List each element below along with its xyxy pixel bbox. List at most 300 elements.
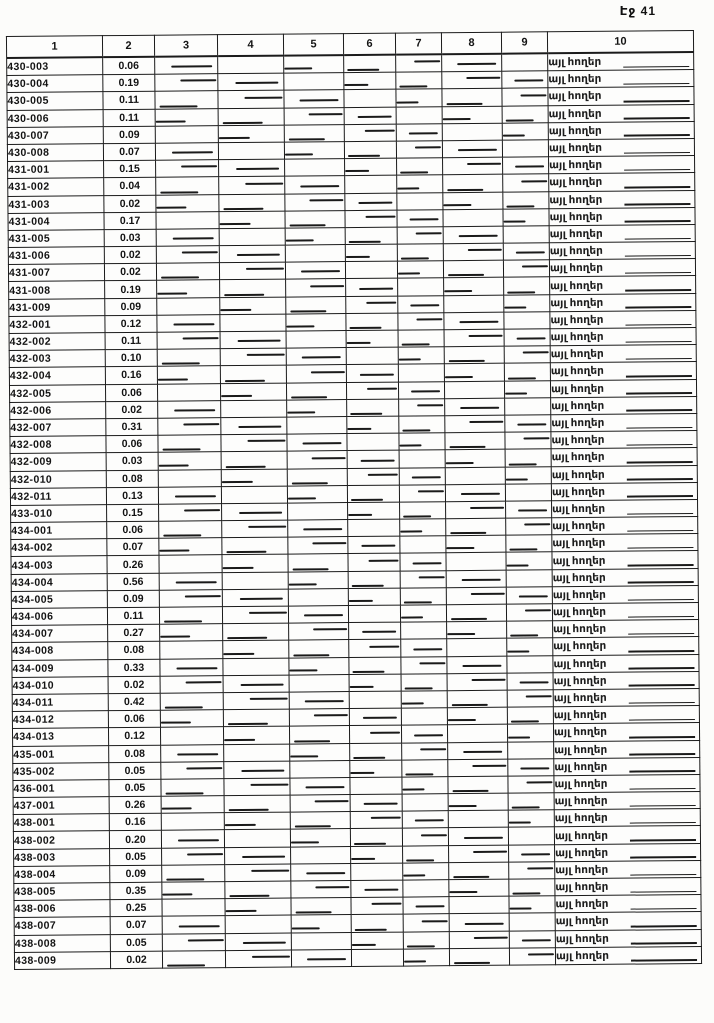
empty-cell [402, 777, 448, 795]
empty-cell [449, 896, 509, 914]
land-type-cell: այլ հողեր [552, 517, 698, 535]
empty-cell [345, 158, 397, 176]
empty-cell [222, 520, 288, 538]
area-value-cell: 0.16 [109, 813, 161, 831]
empty-cell [509, 896, 555, 914]
empty-cell [346, 296, 398, 314]
empty-cell [159, 555, 222, 573]
parcel-code-cell: 434-011 [12, 694, 108, 712]
empty-cell [284, 107, 344, 125]
parcel-code-cell: 438-002 [13, 831, 109, 849]
empty-cell [349, 691, 401, 709]
empty-cell [291, 949, 351, 967]
parcel-code-cell: 436-001 [13, 780, 109, 798]
land-type-cell: այլ հողեր [548, 87, 694, 105]
parcel-code-cell: 432-010 [10, 470, 106, 488]
empty-cell [219, 194, 285, 212]
empty-cell [508, 793, 554, 811]
empty-cell [400, 588, 446, 606]
empty-cell [399, 467, 445, 485]
empty-cell [288, 502, 348, 520]
empty-cell [220, 297, 286, 315]
empty-cell [221, 400, 287, 418]
empty-cell [284, 90, 344, 108]
empty-cell [396, 72, 442, 90]
empty-cell [503, 157, 549, 175]
empty-cell [504, 294, 550, 312]
area-value-cell: 0.20 [109, 831, 161, 849]
empty-cell [287, 451, 347, 469]
land-type-cell: այլ հողեր [550, 328, 696, 346]
empty-cell [350, 829, 402, 847]
empty-cell [507, 621, 553, 639]
land-type-cell: այլ հողեր [550, 362, 696, 380]
empty-cell [449, 879, 509, 897]
parcel-code-cell: 431-003 [8, 195, 104, 213]
empty-cell [225, 933, 291, 951]
empty-cell [442, 106, 502, 124]
empty-cell [401, 673, 447, 691]
empty-cell [286, 365, 346, 383]
land-type-cell: այլ հողեր [552, 534, 698, 552]
empty-cell [160, 624, 223, 642]
column-header: 7 [395, 33, 441, 55]
empty-cell [156, 160, 219, 178]
empty-cell [155, 74, 218, 92]
empty-cell [224, 778, 290, 796]
land-type-cell: այլ հողեր [553, 688, 699, 706]
empty-cell [504, 346, 550, 364]
empty-cell [161, 744, 224, 762]
area-value-cell: 0.05 [110, 848, 162, 866]
empty-cell [443, 192, 503, 210]
empty-cell [508, 810, 554, 828]
empty-cell [443, 157, 503, 175]
empty-cell [403, 845, 449, 863]
empty-cell [502, 53, 548, 71]
area-value-cell: 0.05 [109, 779, 161, 797]
empty-cell [288, 588, 348, 606]
empty-cell [403, 931, 449, 949]
empty-cell [287, 485, 347, 503]
empty-cell [160, 727, 223, 745]
empty-cell [344, 89, 396, 107]
empty-cell [403, 914, 449, 932]
empty-cell [444, 312, 504, 330]
empty-cell [222, 606, 288, 624]
empty-cell [285, 262, 345, 280]
area-value-cell: 0.19 [103, 74, 155, 92]
empty-cell [398, 278, 444, 296]
parcel-code-cell: 434-003 [11, 556, 107, 574]
empty-cell [400, 519, 446, 537]
empty-cell [403, 863, 449, 881]
empty-cell [505, 432, 551, 450]
empty-cell [350, 777, 402, 795]
empty-cell [396, 123, 442, 141]
land-type-cell: այլ հողեր [551, 482, 697, 500]
empty-cell [344, 141, 396, 159]
empty-cell [223, 658, 289, 676]
empty-cell [347, 485, 399, 503]
empty-cell [506, 501, 552, 519]
empty-cell [504, 380, 550, 398]
land-type-cell: այլ հողեր [554, 757, 700, 775]
empty-cell [284, 142, 344, 160]
column-header: 3 [154, 35, 217, 57]
empty-cell [289, 691, 349, 709]
empty-cell [225, 915, 291, 933]
empty-cell [291, 915, 351, 933]
land-type-cell: այլ հողեր [550, 310, 696, 328]
empty-cell [221, 469, 287, 487]
empty-cell [158, 486, 221, 504]
empty-cell [161, 813, 224, 831]
empty-cell [160, 641, 223, 659]
empty-cell [349, 622, 401, 640]
empty-cell [504, 363, 550, 381]
land-type-cell: այլ հողեր [554, 809, 700, 827]
empty-cell [509, 948, 555, 966]
empty-cell [449, 914, 509, 932]
land-type-cell: այլ հողեր [552, 585, 698, 603]
parcel-code-cell: 438-007 [14, 917, 110, 935]
parcel-code-cell: 434-009 [12, 659, 108, 677]
area-value-cell: 0.10 [105, 349, 157, 367]
area-value-cell: 0.05 [110, 934, 162, 952]
empty-cell [158, 469, 221, 487]
parcel-code-cell: 432-005 [9, 384, 105, 402]
land-type-cell: այլ հողեր [549, 190, 695, 208]
empty-cell [284, 55, 344, 73]
empty-cell [505, 449, 551, 467]
land-type-cell: այլ հողեր [549, 173, 695, 191]
empty-cell [448, 810, 508, 828]
parcel-code-cell: 434-001 [11, 522, 107, 540]
parcel-code-cell: 431-005 [8, 230, 104, 248]
parcel-code-cell: 432-011 [10, 487, 106, 505]
empty-cell [286, 382, 346, 400]
parcel-code-cell: 431-008 [9, 281, 105, 299]
empty-cell [156, 246, 219, 264]
empty-cell [447, 707, 507, 725]
area-value-cell: 0.17 [104, 212, 156, 230]
empty-cell [502, 105, 548, 123]
empty-cell [349, 708, 401, 726]
empty-cell [285, 176, 345, 194]
area-value-cell: 0.02 [108, 676, 160, 694]
empty-cell [160, 693, 223, 711]
parcel-code-cell: 430-005 [7, 92, 103, 110]
empty-cell [504, 277, 550, 295]
land-type-cell: այլ հողեր [549, 259, 695, 277]
empty-cell [442, 140, 502, 158]
empty-cell [285, 245, 345, 263]
land-type-cell: այլ հողեր [553, 637, 699, 655]
empty-cell [346, 330, 398, 348]
empty-cell [345, 261, 397, 279]
area-value-cell: 0.27 [108, 624, 160, 642]
column-header: 8 [441, 32, 501, 54]
empty-cell [349, 725, 401, 743]
parcel-code-cell: 432-001 [9, 315, 105, 333]
area-value-cell: 0.03 [104, 229, 156, 247]
empty-cell [445, 415, 505, 433]
empty-cell [284, 124, 344, 142]
parcel-code-cell: 438-009 [14, 951, 110, 969]
empty-cell [448, 759, 508, 777]
empty-cell [509, 879, 555, 897]
land-type-cell: այլ հողեր [551, 431, 697, 449]
area-value-cell: 0.11 [103, 92, 155, 110]
area-value-cell: 0.06 [107, 521, 159, 539]
area-value-cell: 0.08 [106, 470, 158, 488]
empty-cell [447, 690, 507, 708]
empty-cell [444, 329, 504, 347]
empty-cell [351, 846, 403, 864]
empty-cell [504, 329, 550, 347]
empty-cell [221, 434, 287, 452]
empty-cell [448, 828, 508, 846]
parcel-code-cell: 432-008 [10, 436, 106, 454]
area-value-cell: 0.06 [108, 710, 160, 728]
empty-cell [505, 466, 551, 484]
empty-cell [349, 639, 401, 657]
parcel-code-cell: 431-009 [9, 298, 105, 316]
land-type-cell: այլ հողեր [549, 224, 695, 242]
empty-cell [287, 399, 347, 417]
area-value-cell: 0.02 [104, 246, 156, 264]
empty-cell [287, 416, 347, 434]
empty-cell [447, 673, 507, 691]
empty-cell [445, 484, 505, 502]
land-type-cell: այլ հողեր [553, 706, 699, 724]
empty-cell [503, 226, 549, 244]
empty-cell [401, 656, 447, 674]
parcel-code-cell: 434-007 [12, 625, 108, 643]
empty-cell [156, 177, 219, 195]
parcel-code-cell: 438-006 [14, 900, 110, 918]
column-header: 2 [102, 35, 154, 57]
parcel-code-cell: 435-001 [13, 745, 109, 763]
empty-cell [223, 709, 289, 727]
empty-cell [507, 655, 553, 673]
land-type-cell: այլ հողեր [555, 912, 701, 930]
empty-cell [503, 243, 549, 261]
column-header: 1 [6, 36, 102, 58]
empty-cell [218, 108, 284, 126]
empty-cell [289, 657, 349, 675]
area-value-cell: 0.16 [105, 367, 157, 385]
empty-cell [222, 503, 288, 521]
land-type-cell: այլ հողեր [550, 276, 696, 294]
empty-cell [503, 208, 549, 226]
empty-cell [504, 312, 550, 330]
empty-cell [403, 948, 449, 966]
column-header: 10 [547, 31, 693, 54]
empty-cell [396, 106, 442, 124]
empty-cell [347, 416, 399, 434]
empty-cell [345, 193, 397, 211]
empty-cell [507, 638, 553, 656]
land-type-cell: այլ հողեր [552, 499, 698, 517]
empty-cell [348, 536, 400, 554]
empty-cell [507, 707, 553, 725]
empty-cell [403, 880, 449, 898]
empty-cell [286, 348, 346, 366]
empty-cell [399, 416, 445, 434]
area-value-cell: 0.11 [105, 332, 157, 350]
area-value-cell: 0.35 [110, 882, 162, 900]
empty-cell [222, 572, 288, 590]
empty-cell [448, 776, 508, 794]
empty-cell [223, 726, 289, 744]
empty-cell [223, 692, 289, 710]
parcel-code-cell: 432-009 [10, 453, 106, 471]
empty-cell [159, 589, 222, 607]
empty-cell [447, 656, 507, 674]
empty-cell [289, 623, 349, 641]
empty-cell [288, 606, 348, 624]
empty-cell [156, 263, 219, 281]
empty-cell [351, 932, 403, 950]
empty-cell [289, 726, 349, 744]
empty-cell [447, 639, 507, 657]
land-type-cell: այլ հողեր [548, 104, 694, 122]
area-value-cell: 0.06 [103, 57, 155, 75]
empty-cell [223, 640, 289, 658]
empty-cell [285, 227, 345, 245]
empty-cell [346, 279, 398, 297]
empty-cell [161, 761, 224, 779]
area-value-cell: 0.02 [104, 195, 156, 213]
empty-cell [161, 796, 224, 814]
empty-cell [506, 535, 552, 553]
empty-cell [400, 553, 446, 571]
area-value-cell: 0.05 [109, 762, 161, 780]
empty-cell [401, 639, 447, 657]
empty-cell [347, 468, 399, 486]
land-type-cell: այլ հողեր [551, 448, 697, 466]
area-value-cell: 0.09 [110, 865, 162, 883]
land-type-cell: այլ հողեր [551, 396, 697, 414]
empty-cell [225, 881, 291, 899]
empty-cell [402, 794, 448, 812]
empty-cell [401, 622, 447, 640]
empty-cell [158, 435, 221, 453]
empty-cell [397, 192, 443, 210]
empty-cell [449, 845, 509, 863]
land-type-cell: այլ հողեր [553, 620, 699, 638]
empty-cell [508, 758, 554, 776]
empty-cell [444, 346, 504, 364]
empty-cell [220, 348, 286, 366]
empty-cell [444, 381, 504, 399]
empty-cell [402, 742, 448, 760]
empty-cell [502, 71, 548, 89]
land-type-cell: այլ հողեր [548, 70, 694, 88]
empty-cell [157, 349, 220, 367]
parcel-code-cell: 430-003 [7, 57, 103, 76]
empty-cell [155, 125, 218, 143]
empty-cell [223, 675, 289, 693]
parcel-code-cell: 434-012 [12, 711, 108, 729]
empty-cell [219, 159, 285, 177]
area-value-cell: 0.12 [105, 315, 157, 333]
empty-cell [502, 140, 548, 158]
empty-cell [345, 175, 397, 193]
empty-cell [291, 863, 351, 881]
empty-cell [224, 795, 290, 813]
empty-cell [225, 950, 291, 968]
empty-cell [161, 830, 224, 848]
empty-cell [345, 227, 397, 245]
empty-cell [290, 777, 350, 795]
empty-cell [401, 725, 447, 743]
parcel-code-cell: 432-006 [10, 401, 106, 419]
empty-cell [162, 916, 225, 934]
empty-cell [446, 553, 506, 571]
parcel-code-cell: 431-006 [8, 247, 104, 265]
land-type-cell: այլ հողեր [553, 723, 699, 741]
empty-cell [502, 88, 548, 106]
empty-cell [220, 365, 286, 383]
empty-cell [508, 827, 554, 845]
empty-cell [506, 587, 552, 605]
empty-cell [446, 535, 506, 553]
empty-cell [291, 898, 351, 916]
empty-cell [448, 793, 508, 811]
empty-cell [350, 811, 402, 829]
empty-cell [155, 143, 218, 161]
empty-cell [402, 828, 448, 846]
empty-cell [291, 932, 351, 950]
empty-cell [158, 418, 221, 436]
empty-cell [348, 554, 400, 572]
area-value-cell: 0.56 [107, 573, 159, 591]
empty-cell [401, 691, 447, 709]
parcel-code-cell: 431-007 [8, 264, 104, 282]
empty-cell [505, 398, 551, 416]
area-value-cell: 0.11 [103, 109, 155, 127]
parcel-code-cell: 431-002 [8, 178, 104, 196]
empty-cell [508, 741, 554, 759]
empty-cell [349, 674, 401, 692]
empty-cell [346, 347, 398, 365]
empty-cell [223, 623, 289, 641]
empty-cell [221, 486, 287, 504]
empty-cell [218, 142, 284, 160]
area-value-cell: 0.25 [110, 899, 162, 917]
area-value-cell: 0.26 [107, 556, 159, 574]
empty-cell [225, 864, 291, 882]
empty-cell [159, 538, 222, 556]
empty-cell [446, 518, 506, 536]
empty-cell [505, 415, 551, 433]
empty-cell [443, 175, 503, 193]
empty-cell [288, 520, 348, 538]
parcel-code-cell: 430-007 [7, 126, 103, 144]
area-value-cell: 0.15 [107, 504, 159, 522]
empty-cell [286, 296, 346, 314]
land-type-cell: այլ հողեր [552, 602, 698, 620]
parcel-code-cell: 431-004 [8, 212, 104, 230]
empty-cell [346, 364, 398, 382]
empty-cell [509, 844, 555, 862]
empty-cell [158, 400, 221, 418]
empty-cell [346, 313, 398, 331]
area-value-cell: 0.04 [104, 178, 156, 196]
